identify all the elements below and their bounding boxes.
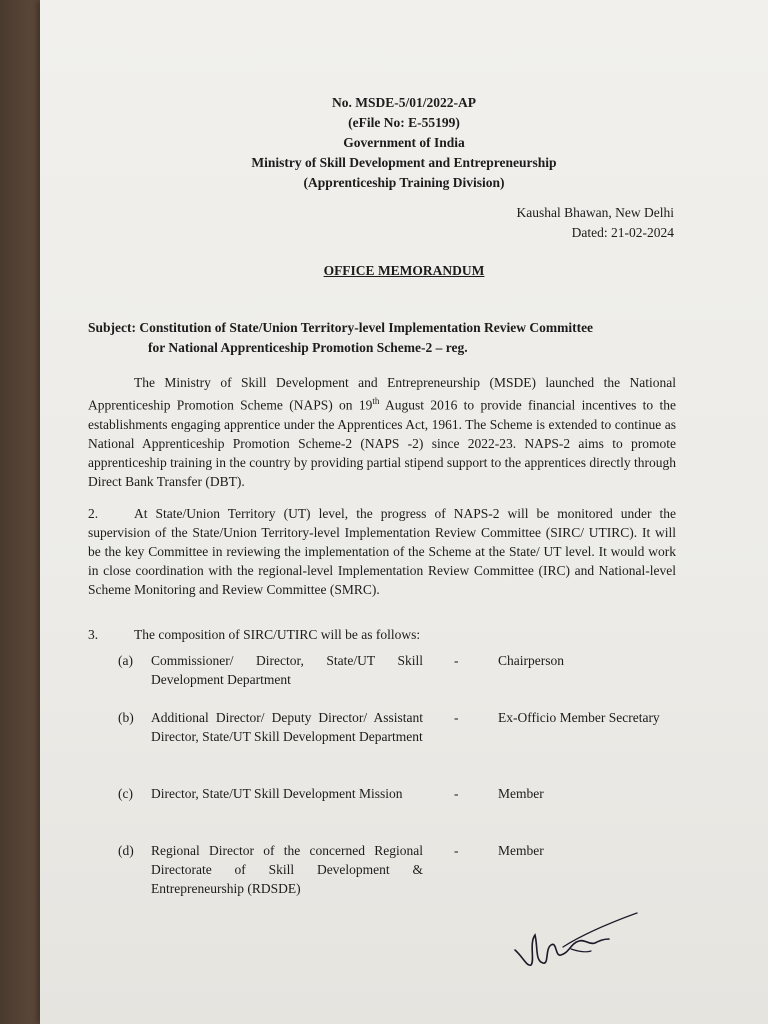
place-date-block — [517, 203, 674, 243]
item-role: Chairperson — [498, 653, 564, 668]
handwritten-signature — [505, 905, 645, 985]
item-role: Member — [498, 843, 544, 858]
letterhead — [40, 93, 768, 193]
date: Dated: 21-02-2024 — [571, 225, 674, 240]
item-letter: (c) — [118, 786, 133, 801]
paragraph-2 — [88, 504, 676, 599]
file-number: No. MSDE-5/01/2022-AP — [332, 95, 476, 110]
item-description: Additional Director/ Deputy Director/ Assistant Director, State/UT Skill Development Department — [151, 710, 423, 744]
paragraph-3-text: The composition of SIRC/UTIRC will be as follows: — [134, 627, 421, 642]
government-name: Government of India — [343, 135, 465, 150]
paragraph-1 — [88, 373, 676, 491]
subject-line-1: Subject: Constitution of State/Union Territory-level Implementation Review Committee — [88, 320, 594, 335]
item-role: Member — [498, 786, 544, 801]
paragraph-1-superscript: th — [372, 396, 380, 406]
paragraph-2-number: 2. — [88, 506, 99, 521]
item-letter: (a) — [118, 653, 133, 668]
item-description: Regional Director of the concerned Regional Directorate of Skill Development & Entrepreneurship (RDSDE) — [151, 843, 423, 896]
division-name: (Apprenticeship Training Division) — [303, 175, 505, 190]
document-title: OFFICE MEMORANDUM — [323, 263, 485, 278]
item-description: Commissioner/ Director, State/UT Skill Development Department — [151, 653, 423, 687]
paragraph-2-text: At State/Union Territory (UT) level, the progress of NAPS-2 will be monitored under the supervision of the State/Union Territory-level Implementation Review Committee (SIRC/ UTIRC). It will be the key Committee in reviewing the implementation of the Scheme at the State/ UT level. It would work in close coordination with the regional-level Implementation Review Committee (IRC) and National-level Scheme Monitoring and Review Committee (SMRC). — [88, 506, 676, 597]
item-role: Ex-Officio Member Secretary — [498, 710, 660, 725]
location: Kaushal Bhawan, New Delhi — [516, 205, 674, 220]
paragraph-1-text-a: The Ministry of Skill Development and Entrepreneurship (MSDE) launched the National Apprenticeship Promotion Scheme (NAPS) on 19 — [88, 375, 676, 413]
item-dash: - — [454, 786, 459, 801]
item-letter: (d) — [118, 843, 134, 858]
paragraph-3 — [88, 625, 676, 644]
ministry-name: Ministry of Skill Development and Entrepreneurship — [251, 155, 557, 170]
item-dash: - — [454, 653, 459, 668]
subject — [88, 318, 688, 358]
item-letter: (b) — [118, 710, 134, 725]
item-dash: - — [454, 843, 459, 858]
item-dash: - — [454, 710, 459, 725]
paragraph-3-number: 3. — [88, 627, 99, 642]
subject-line-2: for National Apprenticeship Promotion Scheme-2 – reg. — [148, 340, 468, 355]
item-description: Director, State/UT Skill Development Mission — [151, 786, 403, 801]
paragraph-1-text-b: August 2016 to provide financial incentives to the establishments engaging apprentice under the Apprentices Act, 1961. The Scheme is extended to continue as National Apprenticeship Promotion Scheme-2 (NAPS -2) since 2022-23. NAPS-2 aims to promote apprenticeship training in the country by providing partial stipend support to the apprentices directly through Direct Bank Transfer (DBT). — [88, 397, 676, 489]
efile-number: (eFile No: E-55199) — [348, 115, 460, 130]
